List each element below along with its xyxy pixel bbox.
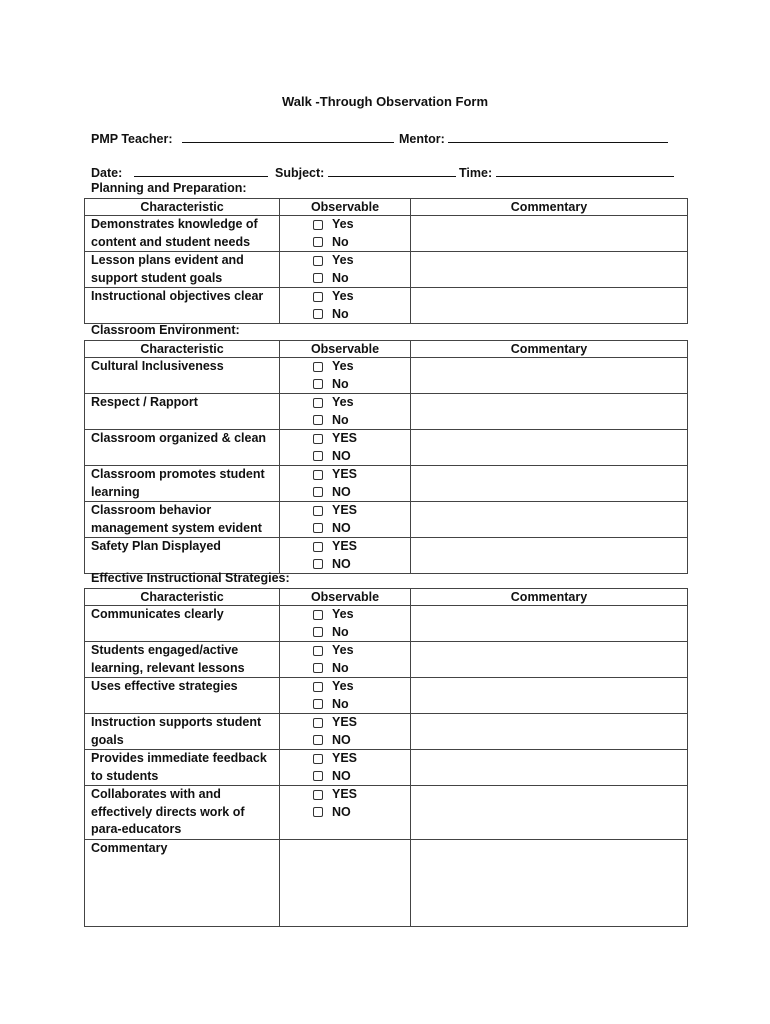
commentary-cell[interactable] [411, 538, 688, 574]
yes-option[interactable] [286, 538, 410, 556]
subject-line [275, 164, 456, 180]
mentor-field[interactable] [448, 130, 668, 143]
no-option[interactable] [286, 484, 410, 502]
date-line [91, 164, 268, 180]
yes-option[interactable] [286, 678, 410, 696]
yes-label: Yes [332, 643, 354, 657]
checkbox-icon[interactable] [313, 256, 323, 266]
table-row [85, 430, 688, 466]
table-row [85, 538, 688, 574]
no-option[interactable] [286, 624, 410, 642]
environment-table [84, 340, 688, 574]
date-field[interactable] [134, 164, 268, 177]
yes-label: Yes [332, 253, 354, 267]
characteristic-text: to students [91, 768, 159, 783]
final-commentary-row [85, 839, 688, 926]
checkbox-icon[interactable] [313, 487, 323, 497]
checkbox-icon[interactable] [313, 542, 323, 552]
final-commentary-cell[interactable] [411, 839, 688, 926]
yes-label: Yes [332, 395, 354, 409]
characteristic-text: Classroom behavior [91, 503, 212, 517]
subject-label: Subject: [275, 166, 325, 180]
no-label: No [332, 306, 349, 321]
characteristic-text: Provides immediate feedback [91, 751, 267, 765]
subject-field[interactable] [328, 164, 456, 177]
no-option[interactable] [286, 306, 410, 324]
table-row [85, 502, 688, 538]
yes-option[interactable] [286, 288, 410, 306]
checkbox-icon[interactable] [313, 790, 323, 800]
characteristic-text: Students engaged/active [91, 643, 239, 657]
header-commentary: Commentary [411, 199, 688, 216]
yes-option[interactable] [286, 358, 410, 376]
header-commentary: Commentary [411, 341, 688, 358]
pmp-teacher-label: PMP Teacher: [91, 132, 173, 146]
checkbox-icon[interactable] [313, 415, 323, 425]
no-label: No [332, 696, 349, 711]
yes-option[interactable] [286, 430, 410, 448]
yes-label: YES [332, 503, 358, 517]
yes-label: YES [332, 539, 358, 553]
table-row [85, 252, 688, 288]
no-label: NO [332, 804, 351, 819]
table-row [85, 642, 688, 678]
no-label: NO [332, 484, 351, 499]
checkbox-icon[interactable] [313, 699, 323, 709]
characteristic-text: Demonstrates knowledge of [91, 217, 258, 231]
commentary-cell[interactable] [411, 252, 688, 288]
time-label: Time: [459, 166, 493, 180]
characteristic-text: learning [91, 484, 140, 499]
yes-label: YES [332, 751, 358, 765]
table-row [85, 216, 688, 252]
checkbox-icon[interactable] [313, 735, 323, 745]
table-row [85, 606, 688, 642]
checkbox-icon[interactable] [313, 434, 323, 444]
commentary-cell[interactable] [411, 216, 688, 252]
header-characteristic: Characteristic [85, 341, 280, 358]
checkbox-icon[interactable] [313, 273, 323, 283]
yes-option[interactable] [286, 714, 410, 732]
strategies-table [84, 588, 688, 927]
checkbox-icon[interactable] [313, 506, 323, 516]
commentary-cell[interactable] [411, 786, 688, 840]
characteristic-text: Lesson plans evident and [91, 253, 244, 267]
section-label-planning: Planning and Preparation: [91, 181, 247, 195]
commentary-cell[interactable] [411, 466, 688, 502]
checkbox-icon[interactable] [313, 470, 323, 480]
characteristic-text: effectively directs work of [91, 804, 245, 819]
commentary-cell[interactable] [411, 430, 688, 466]
commentary-cell[interactable] [411, 606, 688, 642]
no-option[interactable] [286, 660, 410, 678]
no-label: NO [332, 732, 351, 747]
table-row [85, 750, 688, 786]
characteristic-text: Instructional objectives clear [91, 289, 264, 303]
commentary-cell[interactable] [411, 394, 688, 430]
no-label: No [332, 234, 349, 249]
characteristic-text: Classroom organized & clean [91, 431, 267, 445]
table-row [85, 288, 688, 324]
date-label: Date: [91, 166, 123, 180]
checkbox-icon[interactable] [313, 559, 323, 569]
table-row [85, 466, 688, 502]
checkbox-icon[interactable] [313, 663, 323, 673]
checkbox-icon[interactable] [313, 523, 323, 533]
no-label: No [332, 624, 349, 639]
checkbox-icon[interactable] [313, 237, 323, 247]
final-commentary-cell[interactable] [280, 839, 411, 926]
no-label: No [332, 376, 349, 391]
checkbox-icon[interactable] [313, 718, 323, 728]
yes-option[interactable] [286, 750, 410, 768]
mentor-line [399, 130, 668, 146]
checkbox-icon[interactable] [313, 627, 323, 637]
yes-label: YES [332, 467, 358, 481]
no-label: No [332, 270, 349, 285]
commentary-cell[interactable] [411, 750, 688, 786]
header-commentary: Commentary [411, 589, 688, 606]
checkbox-icon[interactable] [313, 610, 323, 620]
table-header-row [85, 199, 688, 216]
no-option[interactable] [286, 376, 410, 394]
yes-option[interactable] [286, 394, 410, 412]
commentary-cell[interactable] [411, 642, 688, 678]
section-label-environment: Classroom Environment: [91, 323, 240, 337]
characteristic-text: Classroom promotes student [91, 467, 265, 481]
yes-option[interactable] [286, 502, 410, 520]
form-title: Walk -Through Observation Form [281, 94, 489, 109]
header-observable: Observable [280, 589, 411, 606]
no-label: No [332, 660, 349, 675]
characteristic-text: Cultural Inclusiveness [91, 359, 224, 373]
table-row [85, 714, 688, 750]
pmp-teacher-field[interactable] [182, 130, 394, 143]
yes-label: YES [332, 431, 358, 445]
table-header-row [85, 341, 688, 358]
characteristic-text: para-educators [91, 822, 182, 836]
no-label: No [332, 412, 349, 427]
checkbox-icon[interactable] [313, 379, 323, 389]
characteristic-text: Uses effective strategies [91, 679, 238, 693]
checkbox-icon[interactable] [313, 771, 323, 781]
yes-option[interactable] [286, 786, 410, 804]
no-option[interactable] [286, 732, 410, 750]
checkbox-icon[interactable] [313, 309, 323, 319]
characteristic-text: management system evident [91, 520, 262, 535]
no-option[interactable] [286, 448, 410, 466]
yes-label: Yes [332, 289, 354, 303]
yes-label: YES [332, 715, 358, 729]
characteristic-text: Instruction supports student [91, 715, 262, 729]
table-row [85, 786, 688, 840]
no-option[interactable] [286, 234, 410, 252]
table-row [85, 394, 688, 430]
commentary-cell[interactable] [411, 678, 688, 714]
checkbox-icon[interactable] [313, 646, 323, 656]
commentary-cell[interactable] [411, 358, 688, 394]
checkbox-icon[interactable] [313, 451, 323, 461]
header-characteristic: Characteristic [85, 199, 280, 216]
yes-option[interactable] [286, 252, 410, 270]
commentary-cell[interactable] [411, 502, 688, 538]
section-label-strategies: Effective Instructional Strategies: [91, 571, 290, 585]
yes-option[interactable] [286, 606, 410, 624]
table-row [85, 678, 688, 714]
characteristic-text: goals [91, 732, 124, 747]
characteristic-text: Safety Plan Displayed [91, 539, 221, 553]
yes-option[interactable] [286, 216, 410, 234]
characteristic-text: content and student needs [91, 234, 251, 249]
yes-option[interactable] [286, 642, 410, 660]
no-label: NO [332, 768, 351, 783]
no-label: NO [332, 520, 351, 535]
pmp-teacher-line [91, 130, 394, 146]
no-label: NO [332, 556, 351, 571]
planning-table [84, 198, 688, 324]
time-line [459, 164, 674, 180]
no-option[interactable] [286, 520, 410, 538]
yes-label: YES [332, 787, 358, 801]
characteristic-text: Communicates clearly [91, 607, 224, 621]
no-option[interactable] [286, 556, 410, 574]
commentary-cell[interactable] [411, 714, 688, 750]
final-commentary-label: Commentary [91, 840, 168, 855]
checkbox-icon[interactable] [313, 220, 323, 230]
no-option[interactable] [286, 270, 410, 288]
yes-label: Yes [332, 607, 354, 621]
commentary-cell[interactable] [411, 288, 688, 324]
no-option[interactable] [286, 412, 410, 430]
characteristic-text: Collaborates with and [91, 787, 221, 801]
no-option[interactable] [286, 804, 410, 822]
characteristic-text: Respect / Rapport [91, 395, 198, 409]
table-header-row [85, 589, 688, 606]
table-row [85, 358, 688, 394]
checkbox-icon[interactable] [313, 398, 323, 408]
no-label: NO [332, 448, 351, 463]
yes-label: Yes [332, 679, 354, 693]
checkbox-icon[interactable] [313, 807, 323, 817]
characteristic-text: support student goals [91, 270, 223, 285]
checkbox-icon[interactable] [313, 292, 323, 302]
yes-label: Yes [332, 217, 354, 231]
checkbox-icon[interactable] [313, 362, 323, 372]
yes-label: Yes [332, 359, 354, 373]
characteristic-text: learning, relevant lessons [91, 660, 245, 675]
header-observable: Observable [280, 199, 411, 216]
no-option[interactable] [286, 696, 410, 714]
header-observable: Observable [280, 341, 411, 358]
mentor-label: Mentor: [399, 132, 445, 146]
checkbox-icon[interactable] [313, 682, 323, 692]
yes-option[interactable] [286, 466, 410, 484]
checkbox-icon[interactable] [313, 754, 323, 764]
header-characteristic: Characteristic [85, 589, 280, 606]
no-option[interactable] [286, 768, 410, 786]
time-field[interactable] [496, 164, 674, 177]
